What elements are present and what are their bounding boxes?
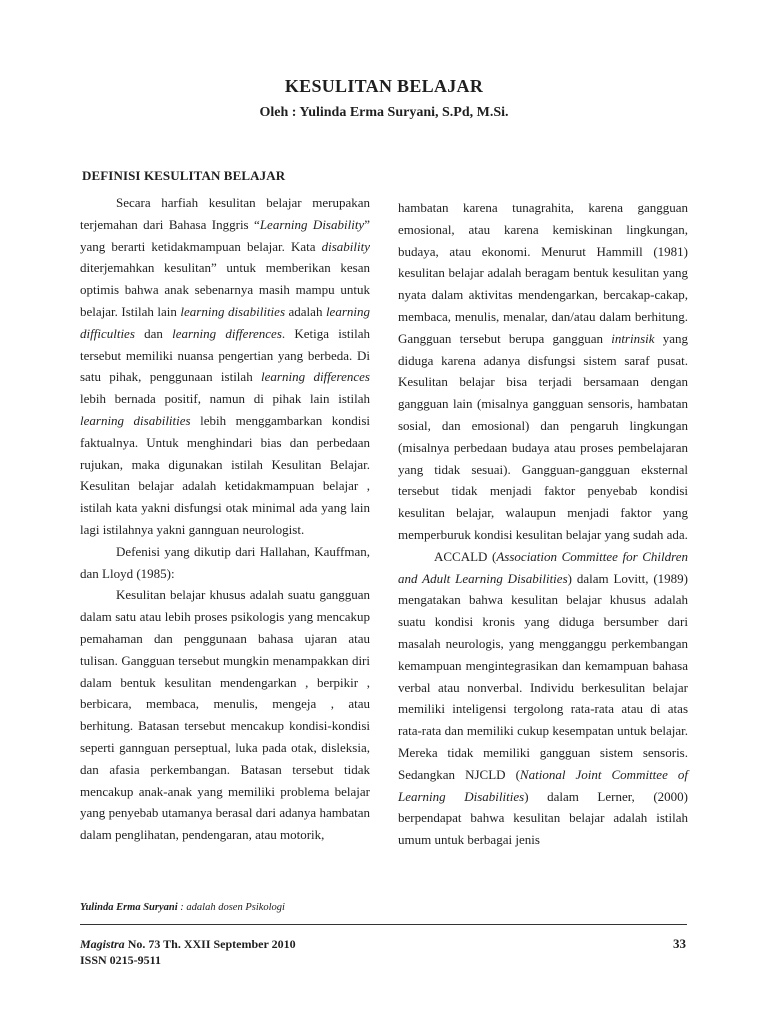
journal-issue: No. 73 Th. XXII September 2010 [124,937,296,951]
italic-term: learning disabilities [180,303,286,319]
left-column [80,192,370,846]
section-heading: DEFINISI KESULITAN BELAJAR [82,168,286,183]
paragraph: Kesulitan belajar khusus adalah suatu gangguan dalam satu atau lebih proses psikologis yang mencakup pemahaman dan penggunaan bahasa ujaran atau tulisan. Gangguan tersebut mungkin menampakkan diri dalam bentuk kesulitan mendengarkan , berpikir , berbicara, membaca, menulis, mengeja , atau berhitung. Batasan tersebut mencakup kondisi-kondisi seperti gannguan perseptual, luka pada otak, disleksia, dan afasia perkembangan. Batasan tersebut tidak mencakup anak-anak yang memiliki problema belajar yang penyebab utamanya berasal dari adanya hambatan dalam penglihatan, pendengaran, atau motorik, [80,587,370,843]
paragraph: Secara harfiah kesulitan belajar merupakan terjemahan dari Bahasa Inggris “Learning Disability” yang berarti ketidakmampuan belajar. Kata disability diterjemahkan kesulitan” untuk memberikan kesan optimis bahwa anak sebenarnya masih mampu untuk belajar. Istilah lain learning disabilities adalah learning difficulties dan learning differences. Ketiga istilah tersebut memiliki nuansa pengertian yang berbeda. Di satu pihak, penggunaan istilah learning differences lebih bernada positif, namun di pihak lain istilah learning disabilities lebih menggambarkan kondisi faktualnya. Untuk menghindari bias dan perbedaan rujukan, maka digunakan istilah Kesulitan Belajar. Kesulitan belajar adalah ketidakmampuan belajar , istilah kata yakni disfungsi otak minimal ada yang lain lagi istilahnya yakni gannguan neurologist. [80,195,370,537]
italic-term: disability [321,238,370,254]
page-number: 33 [673,936,686,951]
italic-term: Learning Disability [259,216,365,232]
paragraph: hambatan karena tunagrahita, karena gangguan emosional, atau karena kemiskinan lingkungan, budaya, atau ekonomi. Menurut Hammill (1981) kesulitan belajar adalah beragam bentuk kesulitan yang nyata dalam aktivitas mendengarkan, bercakap-cakap, membaca, menulis, menalar, dan/atau dalam berhitung. Gangguan tersebut berupa gangguan intrinsik yang diduga karena adanya disfungsi sistem saraf pusat. Kesulitan belajar bisa terjadi bersamaan dengan gangguan lain (misalnya gangguan sensoris, hambatan sosial, dan emosional) dan pengaruh lingkungan (misalnya perbedaan budaya atau proses pembelajaran yang tidak sesuai). Gangguan-gangguan eksternal tersebut tidak menjadi faktor penyebab kondisi kesulitan belajar, walaupun menjadi faktor yang memperburuk kondisi kesulitan belajar yang sudah ada. [398,200,688,542]
footnote-author-name: Yulinda Erma Suryani [80,902,178,913]
italic-term: National Joint Committee of Learning Disabilities [398,766,688,804]
author-footnote [80,902,285,913]
paragraph: ACCALD (Association Committee for Children and Adult Learning Disabilities) dalam Lovitt, (1989) mengatakan bahwa kesulitan belajar khusus adalah suatu kondisi kronis yang diduga bersumber dari masalah neurologis, yang mengganggu perkembangan kemampuan mengintegrasikan dan kemampuan bahasa verbal atau nonverbal. Individu berkesulitan belajar memiliki inteligensi tergolong rata-rata atau di atas rata-rata dan memiliki cukup kesempatan untuk belajar. Mereka tidak memiliki gangguan sistem sensoris. Sedangkan NJCLD (National Joint Committee of Learning Disabilities) dalam Lerner, (2000) berpendapat bahwa kesulitan belajar adalah istilah umum untuk berbagai jenis [398,548,688,848]
document-title: KESULITAN BELAJAR [284,76,484,96]
italic-term: intrinsik [611,330,655,346]
right-column [398,197,688,851]
footer-divider [80,924,687,925]
italic-term: Association Committee for Children and Adult Learning Disabilities [398,548,688,586]
journal-issn: ISSN 0215-9511 [80,953,162,967]
journal-issue-line [80,936,296,952]
italic-term: learning disabilities [80,412,191,428]
italic-term: learning differences [172,325,282,341]
journal-name: Magistra [80,937,125,951]
footnote-text: : adalah dosen Psikologi [177,902,285,913]
author-line: Oleh : Yulinda Erma Suryani, S.Pd, M.Si. [259,105,509,120]
italic-term: learning differences [261,369,370,385]
paragraph: Defenisi yang dikutip dari Hallahan, Kauffman, dan Lloyd (1985): [80,543,370,581]
journal-info [80,936,296,968]
italic-term: learning difficulties [80,303,370,341]
